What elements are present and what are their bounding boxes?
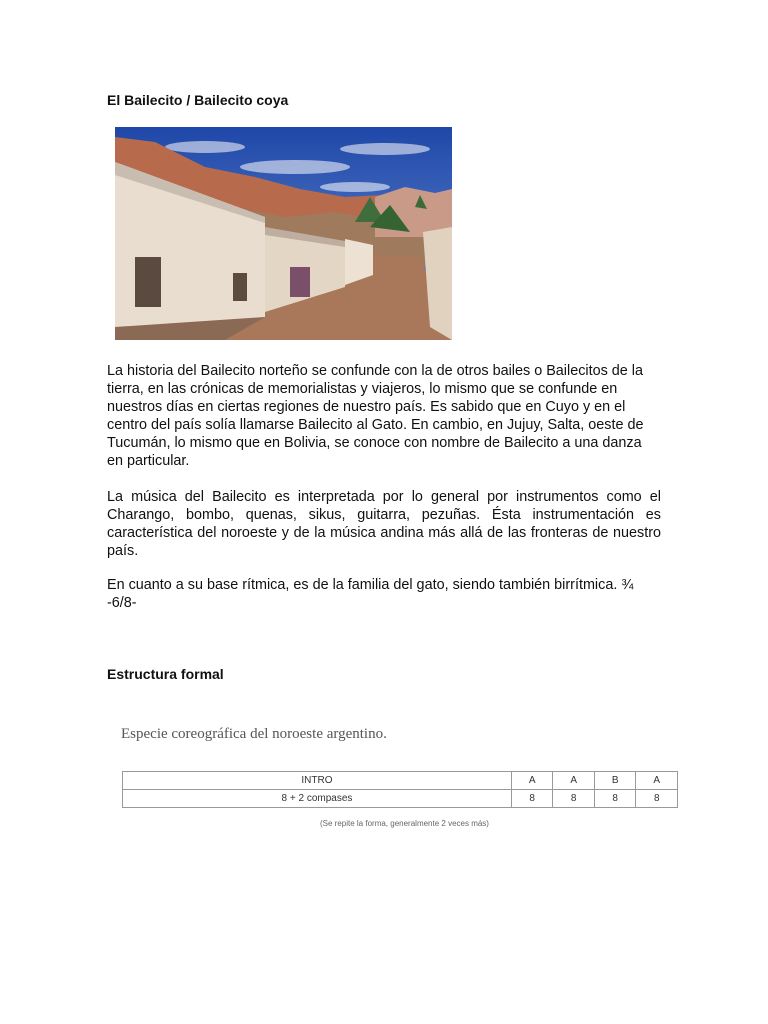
table-cell: INTRO (123, 772, 512, 790)
section-title-bailecito: El Bailecito / Bailecito coya (107, 92, 289, 108)
paragraph-music: La música del Bailecito es interpretada por lo general por instrumentos como el Charango, bombo, quenas, sikus, guitarra, pezuñas. Ésta instrumentación es característica del noroeste y de la música andina más allá de las fronteras de nuestro país. (107, 489, 661, 559)
table-cell: A (636, 772, 678, 790)
table-cell: 8 (553, 790, 595, 808)
structure-table (122, 771, 678, 808)
section-title-structure: Estructura formal (107, 666, 224, 682)
paragraph-history: La historia del Bailecito norteño se confunde con la de otros bailes o Bailecitos de la tierra, en las crónicas de memorialistas y viajeros, lo mismo que se confunde en nuestros días en ciertas regiones de nuestro país. Es sabido que en Cuyo y en el centro del país solía llamarse Bailecito al Gato. En cambio, en Jujuy, Salta, oeste de Tucumán, lo mismo que en Bolivia, se conoce con nombre de Bailecito a una danza en particular. (107, 363, 644, 469)
table-row (123, 790, 678, 808)
table-cell: B (594, 772, 636, 790)
table-cell: 8 (594, 790, 636, 808)
table-cell: 8 + 2 compases (123, 790, 512, 808)
paragraph-rhythm: En cuanto a su base rítmica, es de la familia del gato, siendo también birrítmica. ¾ -6/8- (107, 577, 634, 611)
table-cell: 8 (636, 790, 678, 808)
table-cell: 8 (511, 790, 553, 808)
structure-caption: Especie coreográfica del noroeste argentino. (121, 726, 387, 742)
table-cell: A (511, 772, 553, 790)
street-photo (115, 127, 452, 340)
structure-note: (Se repite la forma, generalmente 2 veces más) (320, 819, 489, 828)
table-header-row (123, 772, 678, 790)
table-cell: A (553, 772, 595, 790)
